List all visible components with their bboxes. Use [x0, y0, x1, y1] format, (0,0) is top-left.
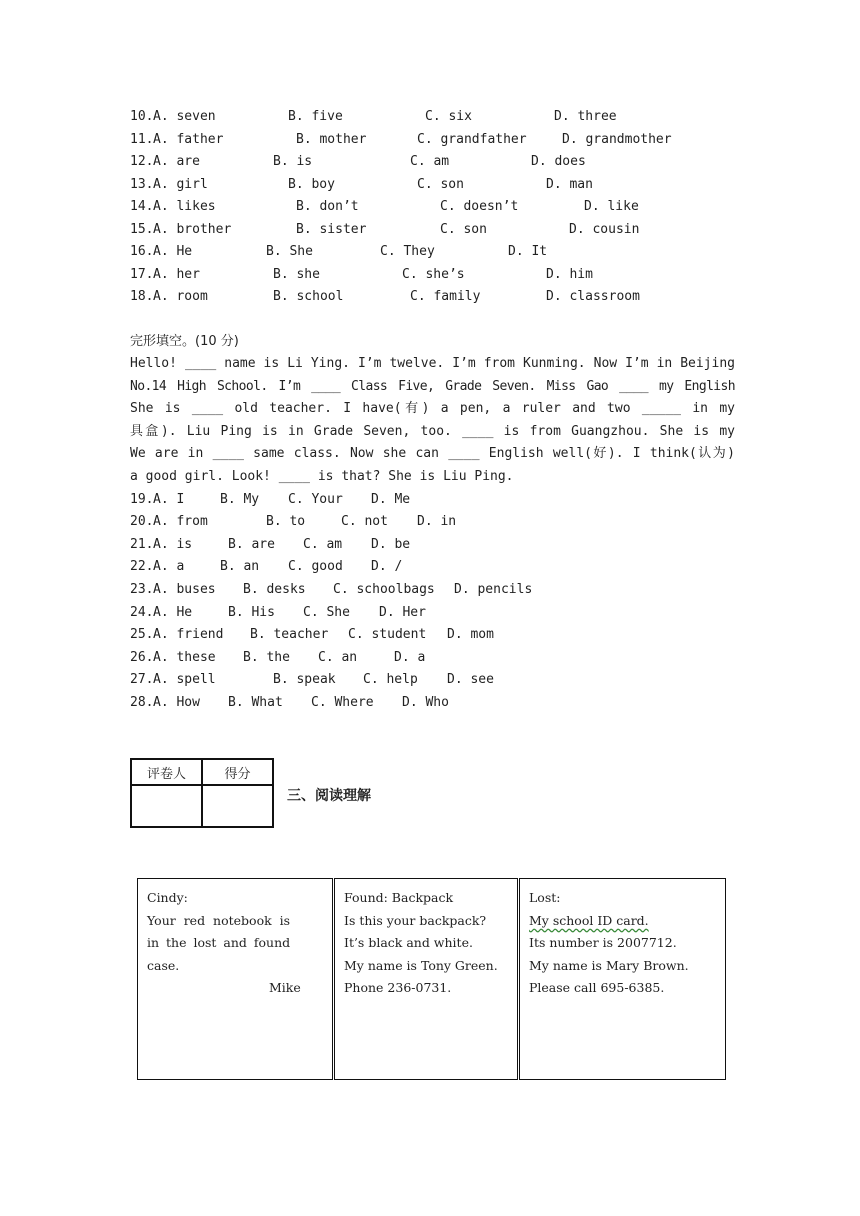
- notice-line: Is this your backpack?: [344, 912, 487, 928]
- notice-line: Its number is 2007712.: [529, 935, 677, 951]
- notice-signature: Mike: [269, 980, 301, 996]
- cloze-title: 完形填空。(10 分): [130, 334, 239, 349]
- passage-line: No.14 High School. I’m ____ Class Five, Grade Seven. Miss Gao ____ my English: [130, 378, 735, 394]
- score-table: [130, 758, 274, 828]
- notice-line: Cindy:: [147, 890, 188, 905]
- notice-line: case.: [147, 957, 180, 973]
- passage-line: a good girl. Look! ____ is that? She is Liu Ping.: [130, 468, 514, 484]
- score-header: 得分: [202, 759, 273, 785]
- cloze-passage: [130, 353, 735, 488]
- notice-line: Your red notebook is: [147, 912, 291, 928]
- notice-card-lost: [519, 878, 726, 1080]
- grader-header: 评卷人: [131, 759, 202, 785]
- notice-line: My name is Tony Green.: [344, 957, 498, 973]
- notice-line: My name is Mary Brown.: [529, 957, 689, 973]
- grader-cell: [131, 785, 202, 827]
- passage-line: We are in ____ same class. Now she can ____ English well(好). I think(认为): [130, 446, 735, 461]
- notice-line: Please call 695-6385.: [529, 980, 665, 996]
- notice-line: Found: Backpack: [344, 890, 454, 905]
- section-title: 三、阅读理解: [287, 788, 371, 804]
- notice-line: My school ID card.: [529, 912, 649, 928]
- passage-line: 具盒). Liu Ping is in Grade Seven, too. ____ is from Guangzhou. She is my: [130, 423, 735, 439]
- notice-line: Phone 236-0731.: [344, 980, 452, 996]
- passage-line: She is ____ old teacher. I have(有) a pen, a ruler and two _____ in my: [130, 401, 735, 416]
- score-cell: [202, 785, 273, 827]
- notice-card-cindy: [137, 878, 333, 1080]
- notice-card-found: [334, 878, 518, 1080]
- notice-line: It’s black and white.: [344, 935, 473, 951]
- notice-line: Lost:: [529, 890, 561, 905]
- notice-line: in the lost and found: [147, 935, 291, 951]
- passage-line: Hello! ____ name is Li Ying. I’m twelve. I’m from Kunming. Now I’m in Beijing: [130, 356, 735, 371]
